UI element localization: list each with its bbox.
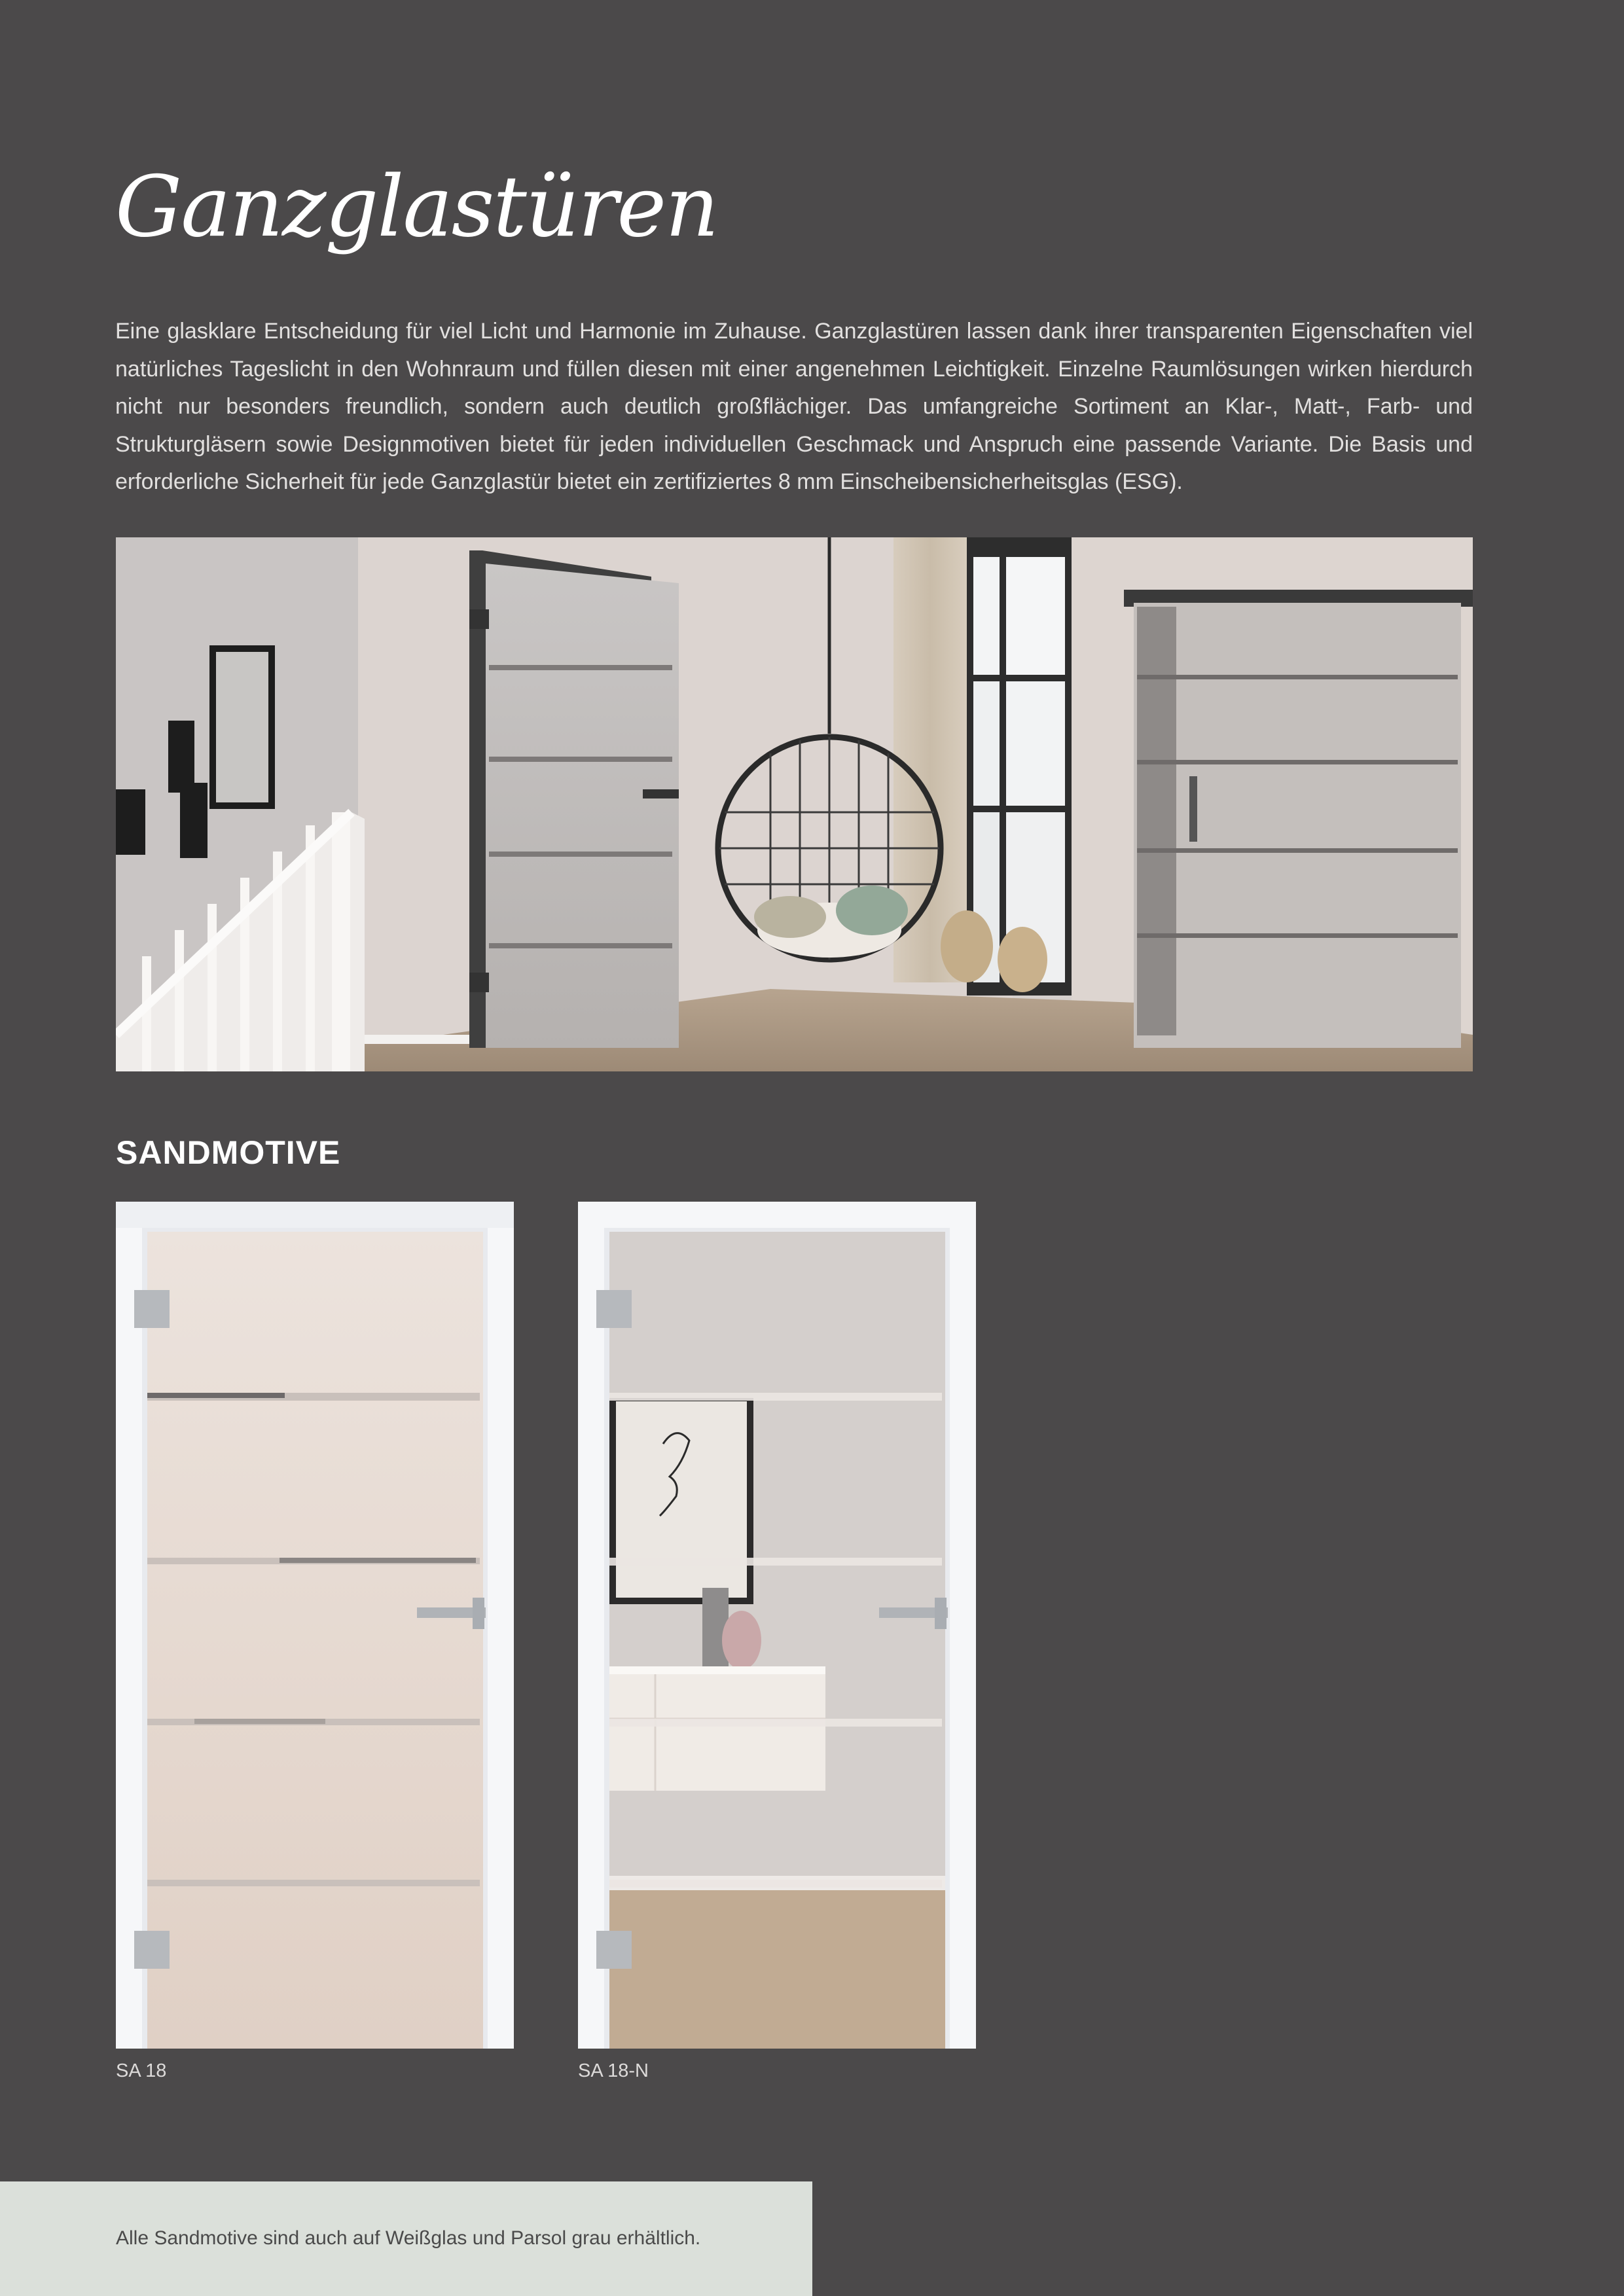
hero-room-photo	[116, 537, 1473, 1071]
availability-note-text: Alle Sandmotive sind auch auf Weißglas und Parsol grau erhältlich.	[116, 2227, 701, 2249]
intro-paragraph: Eine glasklare Entscheidung für viel Licht und Harmonie im Zuhause. Ganzglastüren lassen dank ihrer transparenten Eigenschaften viel natürliches Tageslicht in den Wohnraum und füllen diesen mit einer angenehmen Leichtigkeit. Einzelne Raumlösungen wirken hierdurch nicht nur besonders freundlich, sondern auch deutlich großflächiger. Das umfangreiche Sortiment an Klar-, Matt-, Farb- und Strukturgläsern sowie Designmotiven bietet für jeden individuellen Geschmack und Anspruch eine passende Variante. Die Basis und erforderliche Sicherheit für jede Ganzglastür bietet ein zertifiziertes 8 mm Einscheibensicherheitsglas (ESG).	[115, 319, 1473, 494]
section-heading-sandmotive: SANDMOTIVE	[116, 1134, 341, 1171]
door-caption-sa-18-n: SA 18-N	[578, 2060, 649, 2081]
page-title: Ganzglastüren	[115, 158, 718, 256]
door-image-sa-18-n	[578, 1202, 976, 2049]
door-image-sa-18	[116, 1202, 514, 2049]
availability-note-box	[0, 2181, 812, 2296]
door-caption-sa-18: SA 18	[116, 2060, 167, 2081]
